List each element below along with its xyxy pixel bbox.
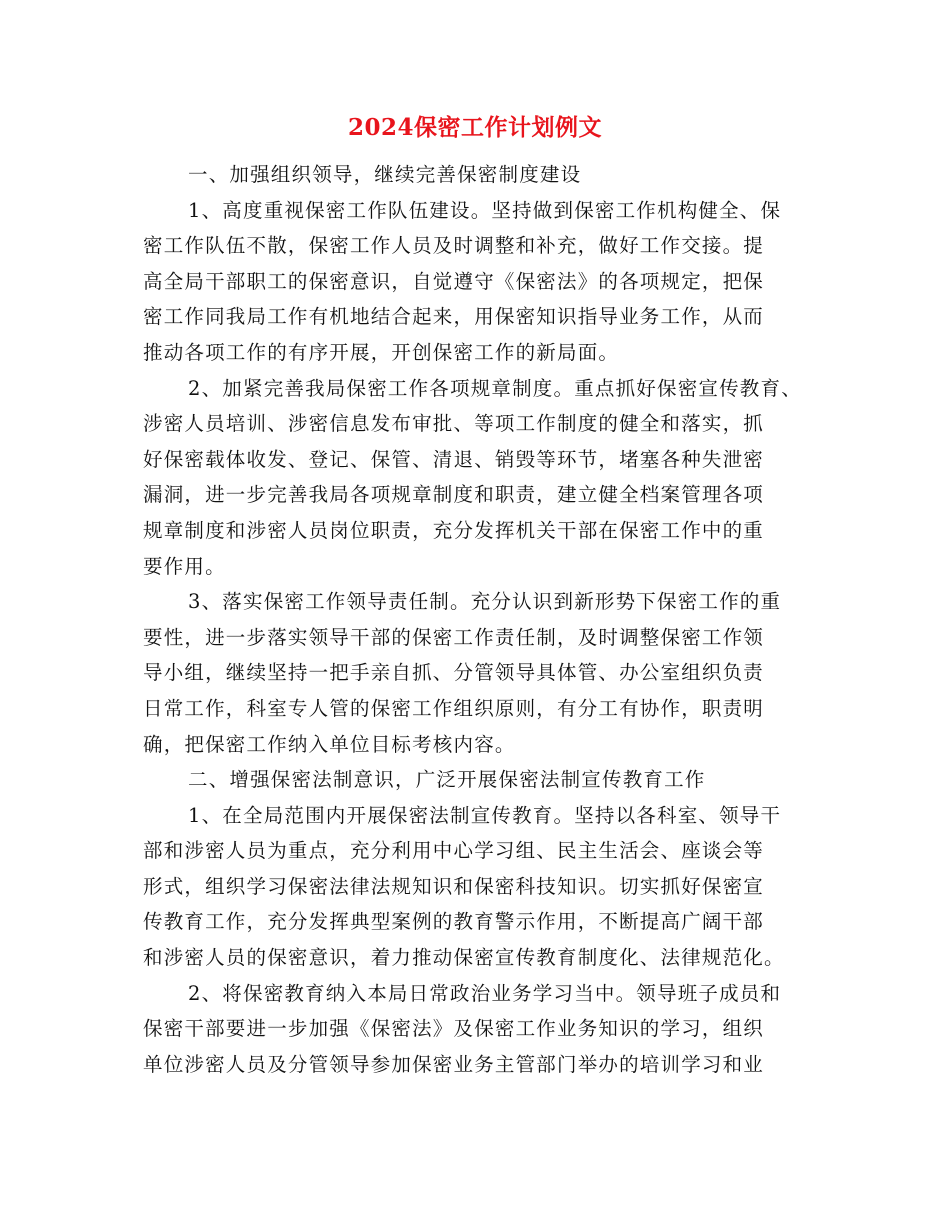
document-body (143, 157, 815, 1082)
paragraph-line: 1、高度重视保密工作队伍建设。坚持做到保密工作机构健全、保 (188, 198, 782, 222)
paragraph-line: 1、在全局范围内开展保密法制宣传教育。坚持以各科室、领导干 (188, 803, 782, 827)
document-title: 2024保密工作计划例文 (347, 114, 602, 141)
paragraph-line: 规章制度和涉密人员岗位职责，充分发挥机关干部在保密工作中的重 (143, 518, 765, 542)
paragraph-line: 3、落实保密工作领导责任制。充分认识到新形势下保密工作的重 (188, 590, 782, 614)
paragraph-line: 2、将保密教育纳入本局日常政治业务学习当中。领导班子成员和 (188, 981, 782, 1005)
section-heading-1: 一、加强组织领导，继续完善保密制度建设 (188, 163, 582, 186)
paragraph-line: 涉密人员培训、涉密信息发布审批、等项工作制度的健全和落实，抓 (143, 412, 765, 436)
paragraph-line: 传教育工作，充分发挥典型案例的教育警示作用，不断提高广阔干部 (143, 910, 765, 934)
paragraph-line: 部和涉密人员为重点，充分利用中心学习组、民主生活会、座谈会等 (143, 839, 765, 863)
paragraph-line: 推动各项工作的有序开展，开创保密工作的新局面。 (143, 340, 620, 364)
paragraph-line: 漏洞，进一步完善我局各项规章制度和职责，建立健全档案管理各项 (143, 483, 765, 507)
paragraph-line: 导小组，继续坚持一把手亲自抓、分管领导具体管、办公室组织负责 (143, 661, 765, 685)
paragraph-line: 日常工作，科室专人管的保密工作组织原则，有分工有协作，职责明 (143, 696, 765, 720)
paragraph-line: 保密干部要进一步加强《保密法》及保密工作业务知识的学习，组织 (143, 1017, 765, 1041)
paragraph-line: 好保密载体收发、登记、保管、清退、销毁等环节，堵塞各种失泄密 (143, 447, 765, 471)
paragraph-line: 密工作同我局工作有机地结合起来，用保密知识指导业务工作，从而 (143, 305, 765, 329)
section-heading-2: 二、增强保密法制意识，广泛开展保密法制宣传教育工作 (188, 768, 706, 792)
paragraph-line: 要作用。 (143, 554, 226, 578)
paragraph-line: 和涉密人员的保密意识，着力推动保密宣传教育制度化、法律规范化。 (143, 946, 785, 970)
paragraph-line: 高全局干部职工的保密意识，自觉遵守《保密法》的各项规定，把保 (143, 269, 765, 293)
paragraph-line: 确，把保密工作纳入单位目标考核内容。 (143, 732, 516, 756)
paragraph-line: 要性，进一步落实领导干部的保密工作责任制，及时调整保密工作领 (143, 625, 765, 649)
paragraph-line: 形式，组织学习保密法律法规知识和保密科技知识。切实抓好保密宣 (143, 874, 765, 898)
paragraph-line: 密工作队伍不散，保密工作人员及时调整和补充，做好工作交接。提 (143, 234, 765, 258)
paragraph-line: 单位涉密人员及分管领导参加保密业务主管部门举办的培训学习和业 (143, 1052, 765, 1076)
paragraph-line: 2、加紧完善我局保密工作各项规章制度。重点抓好保密宣传教育、 (188, 376, 802, 400)
